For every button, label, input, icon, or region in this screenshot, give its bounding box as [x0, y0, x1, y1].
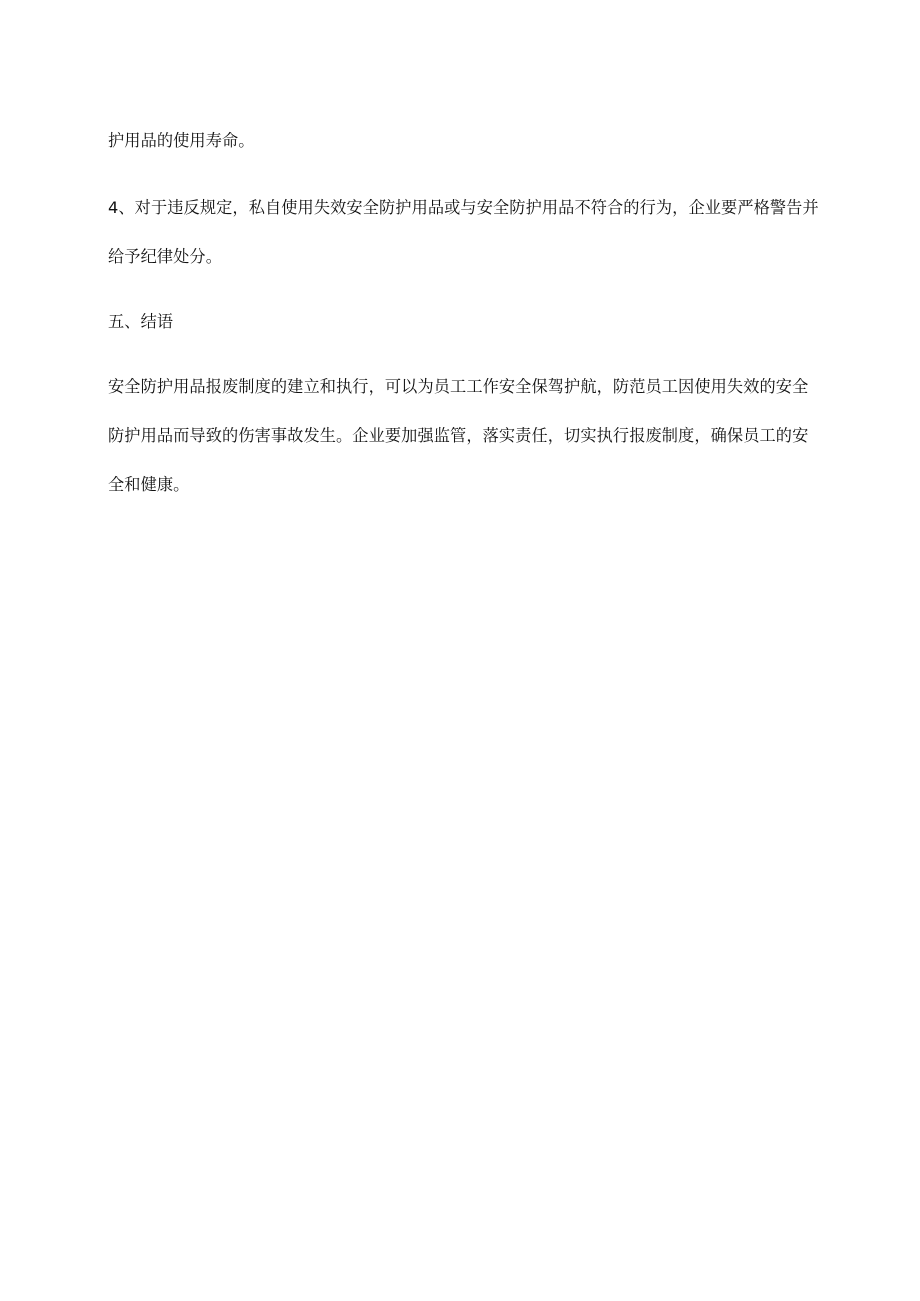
document-body [108, 116, 822, 509]
paragraph-conclusion: 安全防护用品报废制度的建立和执行，可以为员工工作安全保驾护航，防范员工因使用失效的安全防护用品而导致的伤害事故发生。企业要加强监管，落实责任，切实执行报废制度，确保员工的安全和健康。 [108, 377, 809, 494]
paragraph-item-4: 4、对于违反规定，私自使用失效安全防护用品或与安全防护用品不符合的行为，企业要严格警告并给予纪律处分。 [108, 198, 819, 266]
paragraph-continuation: 护用品的使用寿命。 [108, 131, 255, 150]
section-heading-conclusion: 五、结语 [108, 312, 174, 331]
